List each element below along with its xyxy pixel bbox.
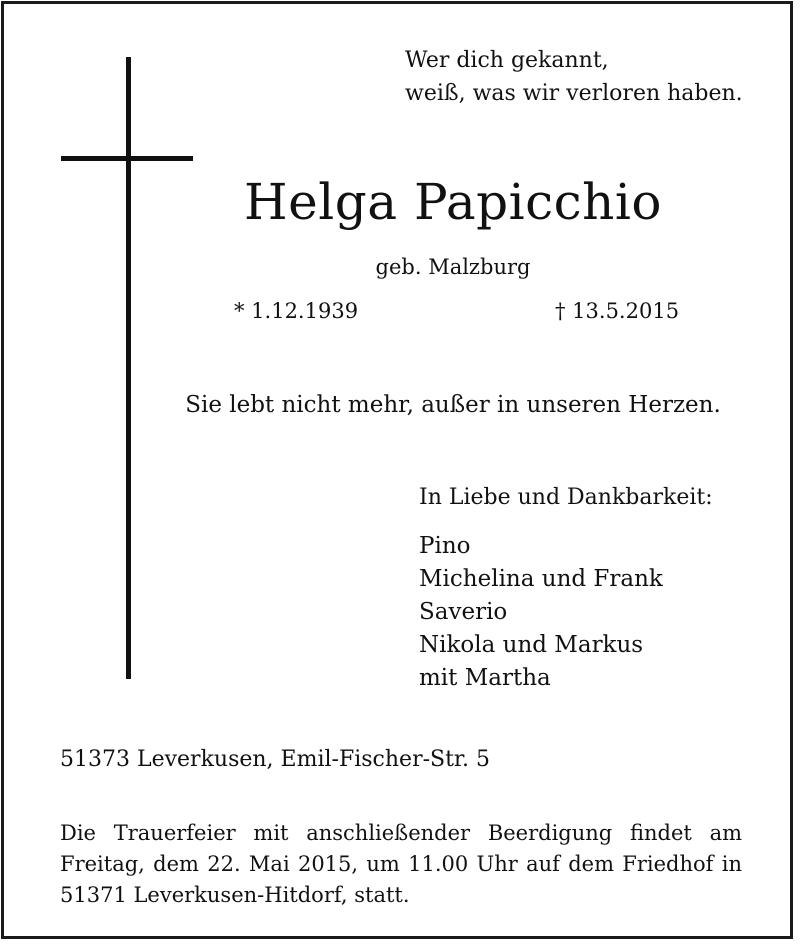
mourner-name: Pino — [419, 533, 471, 559]
motto — [405, 44, 743, 110]
mourner-name: mit Martha — [419, 665, 551, 691]
deceased-name: Helga Papicchio — [244, 173, 662, 231]
mourner-list — [419, 530, 663, 695]
motto-line-1: Wer dich gekannt, — [405, 48, 609, 73]
death-date: † 13.5.2015 — [555, 299, 680, 323]
cross-icon-horizontal-beam — [61, 156, 193, 161]
family-address: 51373 Leverkusen, Emil-Fischer-Str. 5 — [60, 747, 491, 772]
service-notice-line-1: Die Trauerfeier mit anschließender Beerdigung findet am — [60, 821, 742, 845]
motto-line-2: weiß, was wir verloren haben. — [405, 81, 743, 106]
notice-border — [1, 1, 793, 939]
service-notice-line-3: 51371 Leverkusen-Hitdorf, statt. — [60, 883, 410, 907]
memorial-quote: Sie lebt nicht mehr, außer in unseren Herzen. — [185, 392, 721, 418]
service-notice — [60, 818, 742, 911]
maiden-name: geb. Malzburg — [375, 255, 531, 279]
cross-icon-vertical-beam — [126, 57, 131, 679]
birth-date: * 1.12.1939 — [234, 299, 359, 323]
service-notice-line-2: Freitag, dem 22. Mai 2015, um 11.00 Uhr auf dem Friedhof in — [60, 852, 742, 876]
gratitude-line: In Liebe und Dankbarkeit: — [419, 485, 713, 510]
mourner-name: Michelina und Frank — [419, 566, 663, 592]
mourner-name: Saverio — [419, 599, 508, 625]
mourner-name: Nikola und Markus — [419, 632, 644, 658]
